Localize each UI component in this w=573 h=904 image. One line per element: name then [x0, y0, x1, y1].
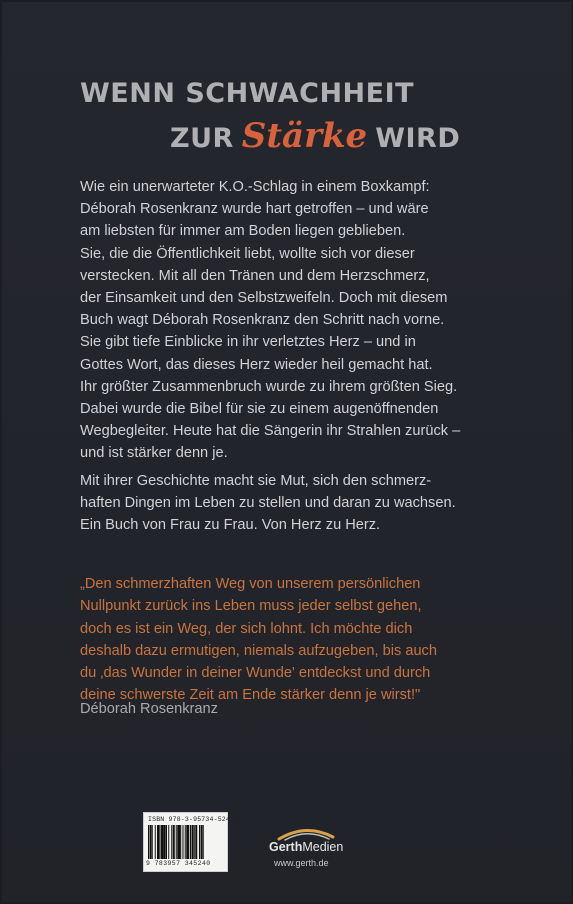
barcode-bar [190, 825, 191, 859]
barcode-bar [152, 825, 153, 859]
barcode-bar [186, 825, 189, 859]
blurb-paragraph-2 [80, 470, 520, 537]
isbn-label: ISBN 978-3-95734-524-0 [148, 816, 239, 823]
quote-line: Nullpunkt zurück ins Leben muss jeder selbst gehen, [80, 598, 422, 615]
quote-line: „Den schmerzhaften Weg von unserem persönlichen [80, 576, 421, 592]
title-line-2 [170, 118, 460, 161]
blurb-line: Sie gibt tiefe Einblicke in ihr verletztes Herz – und in [80, 334, 416, 351]
title-accent-word: Stärke [241, 116, 368, 156]
barcode-bar [176, 825, 177, 859]
barcode-bar [203, 825, 204, 859]
barcode-bar [155, 825, 156, 859]
blurb-line: Mit ihrer Geschichte macht sie Mut, sich den schmerz- [80, 473, 432, 489]
blurb-line: Ihr größter Zusammenbruch wurde zu ihrem größten Sieg. [80, 378, 458, 395]
barcode-bar [173, 825, 175, 859]
blurb-line: Buch wagt Déborah Rosenkranz den Schritt nach vorne. [80, 312, 445, 329]
isbn-barcode [143, 812, 239, 872]
blurb-line: Dabei wurde die Bibel für sie zu einem augenöffnenden [80, 401, 439, 418]
blurb-line: Sie, die die Öffentlichkeit liebt, wollte sich vor dieser [80, 245, 415, 262]
blurb-line: Wie ein unerwarteter K.O.-Schlag in einem Boxkampf: [80, 179, 430, 195]
publisher-logo [267, 825, 357, 875]
barcode-bar [194, 825, 195, 859]
barcode-bar [199, 825, 200, 859]
barcode-bar [164, 825, 166, 859]
barcode-bar [201, 825, 203, 859]
quote-line: doch es ist ein Weg, der sich lohnt. Ich möchte dich [80, 620, 413, 637]
title-word-zur: ZUR [170, 123, 234, 154]
blurb-line: Gottes Wort, das dieses Herz wieder heil gemacht hat. [80, 356, 433, 373]
barcode-bar [148, 825, 149, 859]
publisher-url: www.gerth.de [274, 858, 329, 868]
barcode-digits: 9 783957 345240 [146, 860, 211, 867]
barcode-bar [168, 825, 169, 859]
publisher-name-bold: Gerth [269, 840, 303, 854]
blurb-line: Ein Buch von Frau zu Frau. Von Herz zu Herz. [80, 517, 381, 534]
cover-title [80, 78, 520, 156]
blurb-paragraph-1 [80, 176, 520, 465]
barcode-bars [148, 825, 223, 859]
blurb-line: der Einsamkeit und den Selbstzweifeln. Doch mit diesem [80, 290, 448, 307]
barcode-bar [171, 825, 172, 859]
barcode-bar [166, 825, 167, 859]
barcode-bar [150, 825, 152, 859]
barcode-bar [183, 825, 184, 859]
quote-author: Déborah Rosenkranz [80, 701, 218, 717]
barcode-bar [161, 825, 164, 859]
barcode-bar [180, 825, 181, 859]
blurb-line: am liebsten für immer am Boden liegen geblieben. [80, 223, 406, 240]
blurb-line: Wegbegleiter. Heute hat die Sängerin ihr Strahlen zurück – [80, 423, 461, 440]
blurb-line: Déborah Rosenkranz wurde hart getroffen – und wäre [80, 201, 429, 218]
barcode-bar [192, 825, 194, 859]
title-word-wird: WIRD [375, 123, 461, 154]
barcode-bar [177, 825, 180, 859]
barcode-bar [159, 825, 160, 859]
quote-line: deshalb dazu ermutigen, niemals aufzugeben, bis auch [80, 642, 437, 659]
quote-line: deine schwerste Zeit am Ende stärker denn je wirst!" [80, 687, 421, 704]
blurb-line: verstecken. Mit all den Tränen und dem Herzschmerz, [80, 267, 430, 284]
quote-line: du ‚das Wunder in deiner Wunde' entdeckst und durch [80, 665, 431, 682]
barcode-bar [195, 825, 197, 859]
author-quote [80, 573, 520, 707]
title-line-1: WENN SCHWACHHEIT [80, 78, 415, 109]
publisher-arc-icon [275, 825, 337, 841]
publisher-name-light: Medien [302, 840, 344, 854]
publisher-name [269, 840, 343, 854]
blurb-line: haften Dingen im Leben zu stellen und daran zu wachsen. [80, 495, 456, 512]
blurb-line: und ist stärker denn je. [80, 445, 228, 462]
barcode-bar [185, 825, 186, 859]
barcode-bar [157, 825, 159, 859]
